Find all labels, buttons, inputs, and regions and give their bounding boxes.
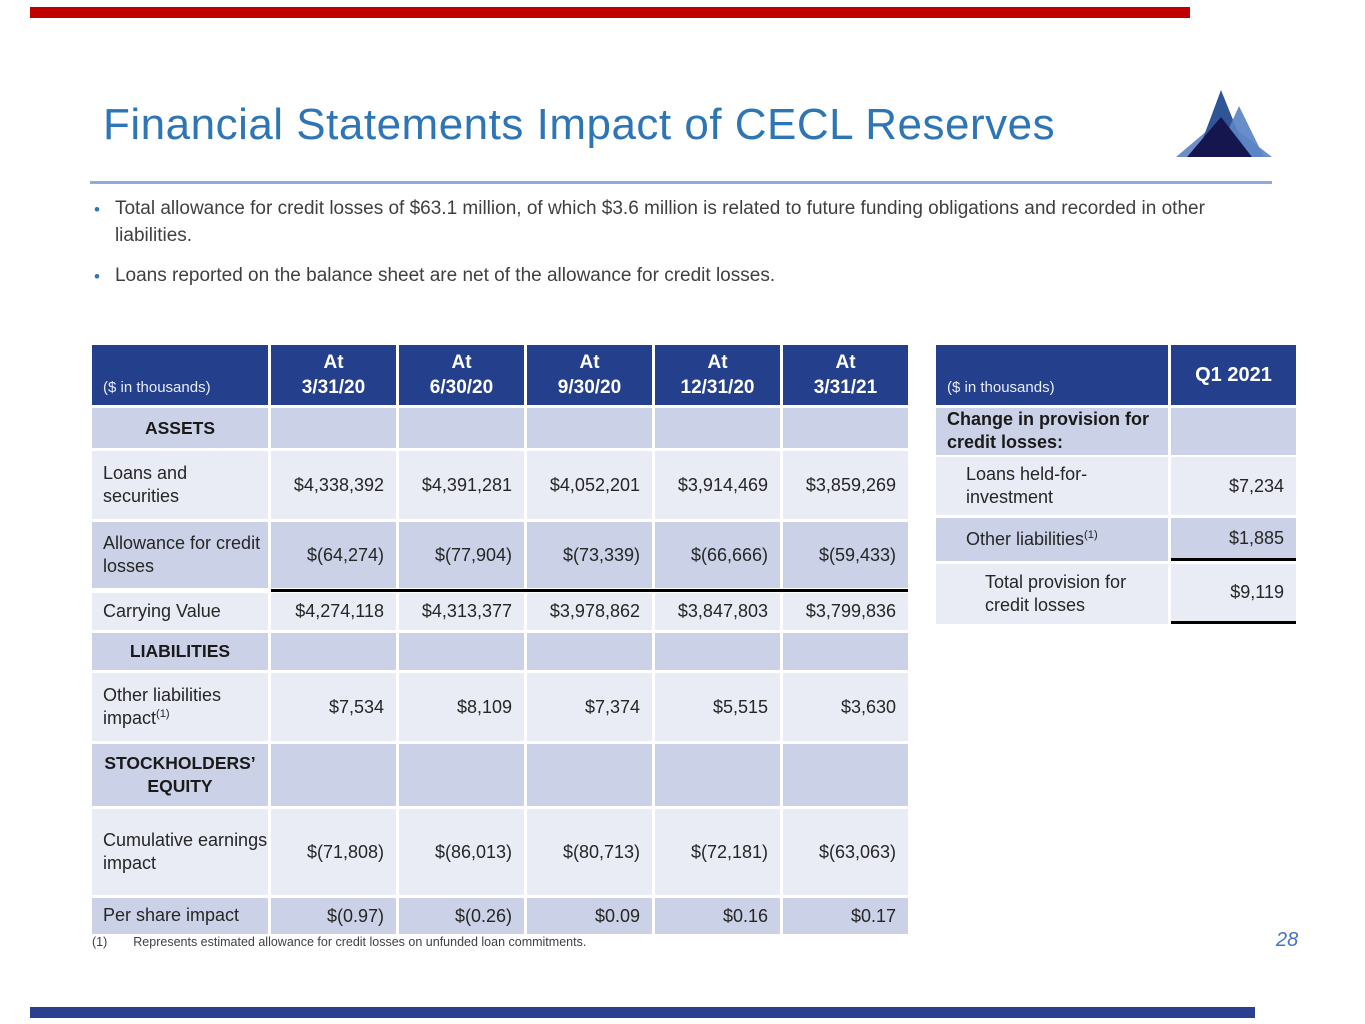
- mountain-logo-icon: [1172, 86, 1276, 158]
- value-cell: $4,313,377: [399, 593, 524, 630]
- bullet-icon: •: [94, 266, 100, 286]
- financial-impact-table: [92, 345, 908, 934]
- top-accent-bar: [30, 7, 1190, 18]
- table-row: [92, 593, 908, 630]
- row-label: ASSETS: [92, 408, 268, 448]
- row-label: Allowance for credit losses: [92, 522, 268, 588]
- value-cell: [399, 633, 524, 670]
- units-label: ($ in thousands): [936, 345, 1168, 405]
- value-cell: $(64,274): [271, 522, 396, 588]
- row-label: Other liabilities$^{(1)}$: [936, 518, 1168, 561]
- header-row: [936, 345, 1296, 405]
- value-cell: $(72,181): [655, 809, 780, 895]
- bullet-list: [92, 196, 1222, 303]
- row-label: Per share impact: [92, 898, 268, 934]
- value-cell: $7,234: [1171, 457, 1296, 515]
- row-label: Carrying Value: [92, 593, 268, 630]
- bullet-text: Loans reported on the balance sheet are net of the allowance for credit losses.: [114, 264, 776, 286]
- value-cell: [783, 633, 908, 670]
- value-cell: $7,534: [271, 673, 396, 741]
- value-cell: $3,799,836: [783, 593, 908, 630]
- value-cell: $3,978,862: [527, 593, 652, 630]
- row-label: Total provision for credit losses: [936, 564, 1168, 624]
- sum-rule-row: [92, 589, 908, 592]
- value-cell: $4,391,281: [399, 451, 524, 519]
- row-label: Other liabilities impact$^{(1)}$: [92, 673, 268, 741]
- units-label: ($ in thousands): [92, 345, 268, 405]
- provision-table: [936, 345, 1296, 624]
- value-cell: $0.16: [655, 898, 780, 934]
- table-row: [936, 408, 1296, 454]
- table-row: [92, 633, 908, 670]
- value-cell: $3,630: [783, 673, 908, 741]
- value-cell: $4,338,392: [271, 451, 396, 519]
- column-header: At 3/31/20: [271, 345, 396, 405]
- value-cell: $1,885: [1171, 518, 1296, 561]
- value-cell: $(77,904): [399, 522, 524, 588]
- value-cell: $(66,666): [655, 522, 780, 588]
- value-cell: [271, 633, 396, 670]
- row-label: LIABILITIES: [92, 633, 268, 670]
- page-title: Financial Statements Impact of CECL Reserves: [103, 100, 1056, 149]
- row-label: STOCKHOLDERS’ EQUITY: [92, 744, 268, 806]
- value-cell: [527, 408, 652, 448]
- value-cell: [783, 408, 908, 448]
- value-cell: [655, 633, 780, 670]
- value-cell: [527, 744, 652, 806]
- value-cell: $8,109: [399, 673, 524, 741]
- value-cell: [399, 744, 524, 806]
- bottom-accent-bar: [30, 1007, 1255, 1018]
- value-cell: $0.09: [527, 898, 652, 934]
- sum-rule: [271, 589, 908, 592]
- value-cell: $4,274,118: [271, 593, 396, 630]
- header-row: [92, 345, 908, 405]
- value-cell: $3,859,269: [783, 451, 908, 519]
- column-header: At 12/31/20: [655, 345, 780, 405]
- footnote-marker: (1): [92, 935, 108, 949]
- value-cell: $4,052,201: [527, 451, 652, 519]
- title-divider: [90, 181, 1272, 184]
- row-label: Loans held-for-investment: [936, 457, 1168, 515]
- column-header: At 9/30/20: [527, 345, 652, 405]
- bullet-icon: •: [94, 200, 100, 219]
- table-row: [92, 809, 908, 895]
- table-row: [92, 451, 908, 519]
- row-label: Change in provision for credit losses:: [936, 408, 1168, 455]
- column-header: At 6/30/20: [399, 345, 524, 405]
- value-cell: $0.17: [783, 898, 908, 934]
- table-row: [936, 457, 1296, 515]
- row-label: Cumulative earnings impact: [92, 809, 268, 895]
- value-cell: [271, 408, 396, 448]
- row-label: Loans and securities: [92, 451, 268, 519]
- table-row: [936, 564, 1296, 624]
- footnote: [92, 935, 586, 949]
- table-row: [92, 408, 908, 448]
- value-cell: $9,119: [1171, 564, 1296, 624]
- page-number: 28: [1276, 929, 1299, 951]
- value-cell: $(0.26): [399, 898, 524, 934]
- table-row: [92, 522, 908, 588]
- value-cell: $(63,063): [783, 809, 908, 895]
- table-row: [92, 744, 908, 806]
- bullet-text: Total allowance for credit losses of $63.1 million, of which $3.6 million is related to future funding obligations and recorded in other liabilities.: [114, 198, 1205, 246]
- value-cell: $(86,013): [399, 809, 524, 895]
- bullet-item: [92, 263, 1222, 290]
- spacer: [92, 589, 268, 592]
- table-row: [936, 518, 1296, 561]
- table-row: [92, 673, 908, 741]
- value-cell: $3,847,803: [655, 593, 780, 630]
- value-cell: $5,515: [655, 673, 780, 741]
- value-cell: $(71,808): [271, 809, 396, 895]
- value-cell: $3,914,469: [655, 451, 780, 519]
- bullet-item: [92, 196, 1222, 250]
- value-cell: [1171, 408, 1296, 455]
- table-row: [92, 898, 908, 934]
- value-cell: [527, 633, 652, 670]
- value-cell: $(0.97): [271, 898, 396, 934]
- column-header: At 3/31/21: [783, 345, 908, 405]
- value-cell: [271, 744, 396, 806]
- footnote-text: Represents estimated allowance for credit losses on unfunded loan commitments.: [133, 935, 587, 949]
- value-cell: [783, 744, 908, 806]
- value-cell: $7,374: [527, 673, 652, 741]
- value-cell: [655, 744, 780, 806]
- column-header: Q1 2021: [1171, 345, 1296, 405]
- value-cell: $(59,433): [783, 522, 908, 588]
- value-cell: $(73,339): [527, 522, 652, 588]
- value-cell: $(80,713): [527, 809, 652, 895]
- value-cell: [399, 408, 524, 448]
- value-cell: [655, 408, 780, 448]
